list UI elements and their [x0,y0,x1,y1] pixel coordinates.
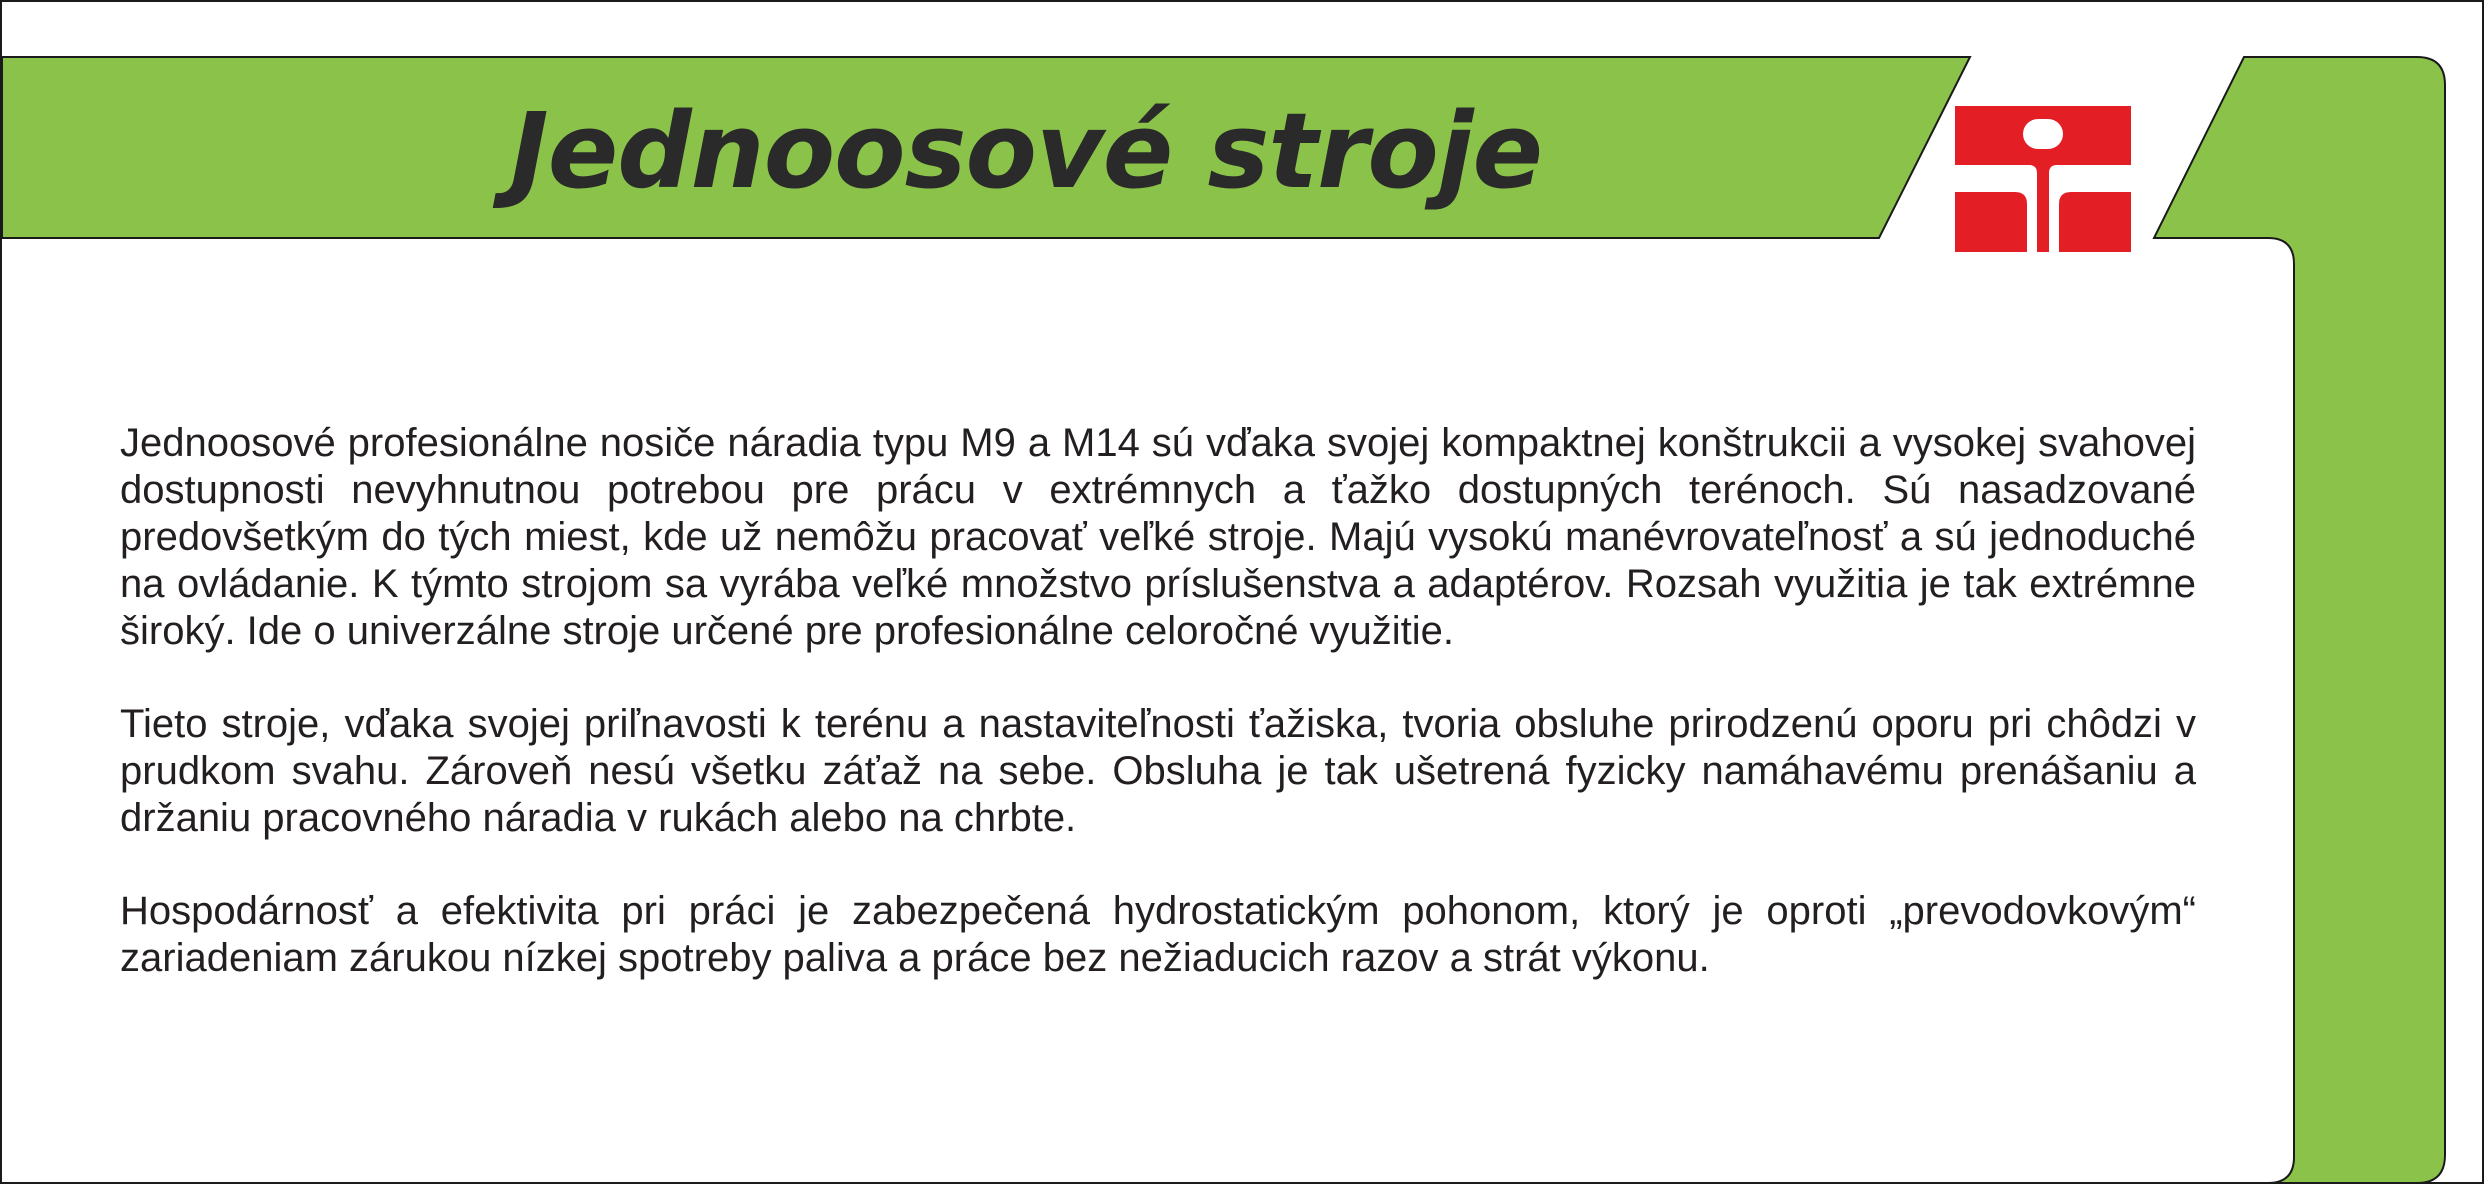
brand-logo-icon [1955,106,2131,252]
paragraph-1: Jednoosové profesionálne nosiče náradia typu M9 a M14 sú vďaka svojej kompaktnej konštrukcii a vysokej svahovej dostupnosti nevyhnutnou potrebou pre prácu v extrémnych a ťažko dostupných terénoch. Sú nasadzované predovšetkým do tých miest, kde už nemôžu pracovať veľké stroje. Majú vysokú manévrovateľnosť a sú jednoduché na ovládanie. K týmto strojom sa vyrába veľké množstvo príslušenstva a adaptérov. Rozsah využitia je tak extrémne široký. Ide o univerzálne stroje určené pre profesionálne celoročné využitie. [120,421,2196,653]
side-band [2154,57,2445,1183]
body-text [120,420,2196,1028]
page-title: Jednoosové stroje [510,90,1543,212]
paragraph-2: Tieto stroje, vďaka svojej priľnavosti k terénu a nastaviteľnosti ťažiska, tvoria obsluhe prirodzenú oporu pri chôdzi v prudkom svahu. Zároveň nesú všetku záťaž na sebe. Obsluha je tak ušetrená fyzicky namáhavému prenášaniu a držaniu pracovného náradia v rukách alebo na chrbte. [120,702,2196,840]
paragraph-3: Hospodárnosť a efektivita pri práci je zabezpečená hydrostatickým pohonom, ktorý je oproti „prevodovkovým“ zariadeniam zárukou nízkej spotreby paliva a práce bez nežiaducich razov a strát výkonu. [120,889,2196,980]
